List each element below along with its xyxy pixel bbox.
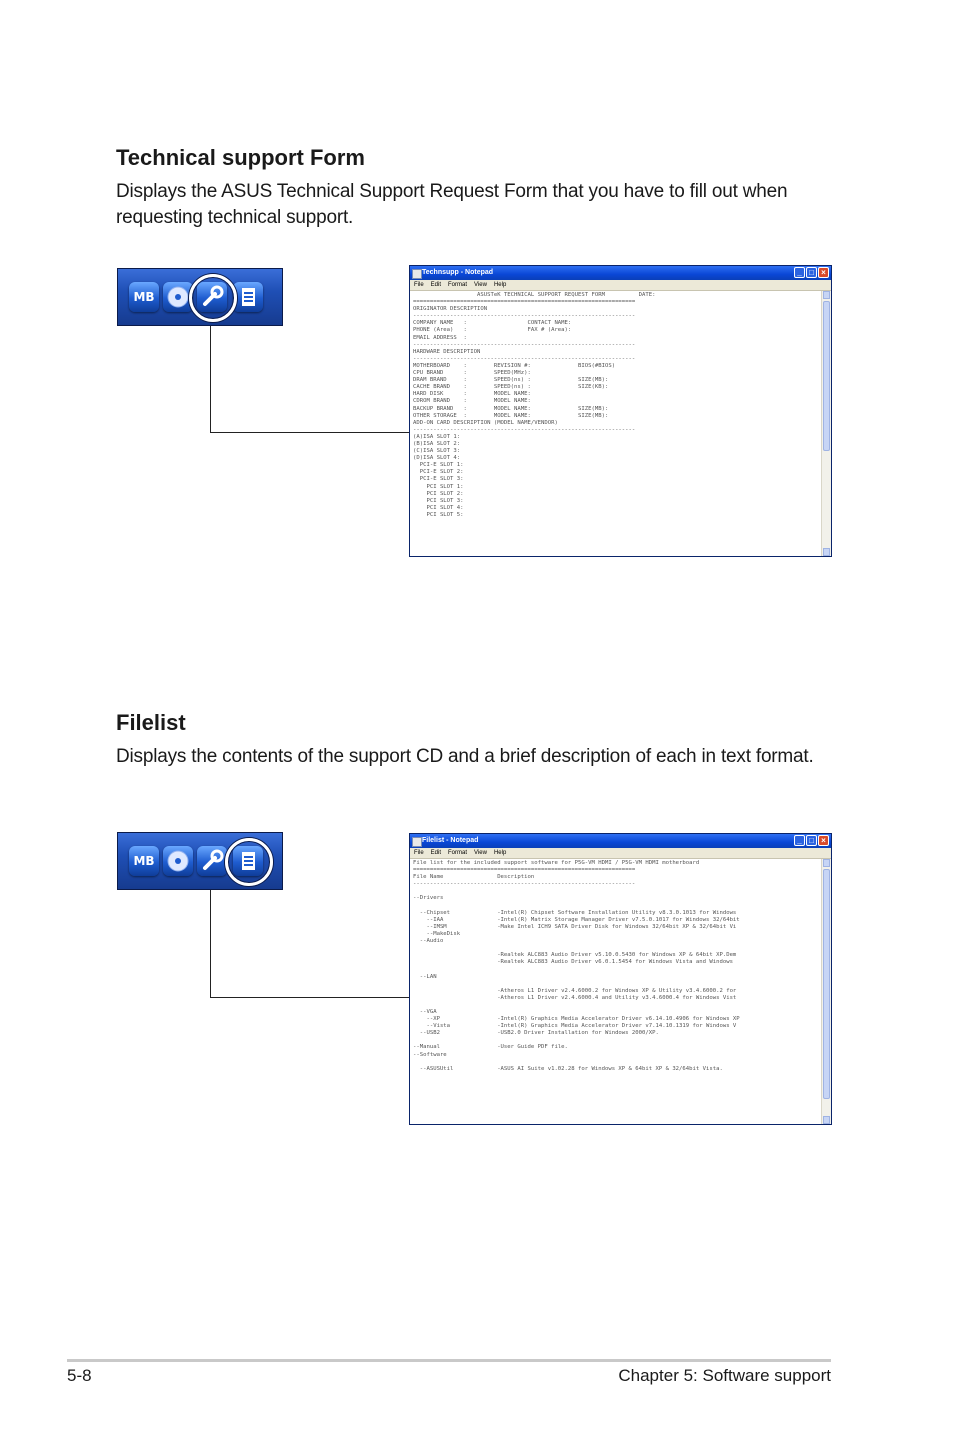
wrench-icon (197, 846, 227, 876)
scroll-thumb[interactable] (823, 301, 830, 451)
text-line: PCI SLOT 4: (413, 504, 464, 511)
text-line: PCI-E SLOT 1: (413, 462, 464, 469)
window-title: Technsupp - Notepad (422, 269, 494, 276)
maximize-button[interactable]: □ (806, 835, 817, 846)
text-line: File list for the included support software for P5G-VM HDMI / P5G-VM HDMI motherboard (413, 860, 700, 866)
notepad-icon (412, 837, 422, 847)
text-line: EMAIL ADDRESS : (413, 334, 467, 341)
text-line: CDROM BRAND : MODEL NAME: (413, 398, 531, 405)
text-line: ADD-ON CARD DESCRIPTION (MODEL NAME/VENDOR) (413, 419, 558, 426)
notepad-icon (412, 269, 422, 279)
text-line: -Atheros L1 Driver v2.4.6000.4 and Utility v3.4.6000.4 for Windows Vist (413, 994, 737, 1001)
text-line: --VGA (413, 1008, 437, 1015)
callout-line (210, 890, 410, 998)
text-line: BACKUP BRAND : MODEL NAME: SIZE(MB): (413, 405, 609, 412)
notepad-window-techsupp (409, 265, 832, 557)
text-line: ================================================================== (413, 299, 636, 306)
document-button[interactable] (233, 282, 263, 312)
document-icon (233, 282, 263, 312)
text-line: PCI SLOT 3: (413, 497, 464, 504)
scroll-down-arrow[interactable] (823, 548, 830, 556)
text-line: --XP -Intel(R) Graphics Media Accelerator Driver v6.14.10.4906 for Windows XP (413, 1016, 740, 1023)
text-line (413, 903, 819, 910)
text-line: File Name Description (413, 874, 535, 881)
close-button[interactable]: × (818, 835, 829, 846)
text-line: CPU BRAND : SPEED(MHz): (413, 370, 531, 377)
text-line: --IMSM -Make Intel ICH9 SATA Driver Disk for Windows 32/64bit XP & 32/64bit Vi (413, 923, 737, 930)
menu-file[interactable]: File (414, 850, 424, 856)
text-line: COMPANY NAME : CONTACT NAME: (413, 320, 572, 327)
maximize-button[interactable]: □ (806, 267, 817, 278)
section-heading-filelist: Filelist (116, 710, 186, 735)
menu-edit[interactable]: Edit (430, 282, 442, 288)
text-line: (A)ISA SLOT 1: (413, 433, 461, 440)
text-line: ASUSTeK TECHNICAL SUPPORT REQUEST FORM DATE: (413, 292, 656, 298)
text-line: --ASUSUtil -ASUS AI Suite v1.02.28 for Windows XP & 64bit XP & 32/64bit Vista. (413, 1065, 723, 1072)
window-title: Filelist - Notepad (422, 837, 479, 844)
callout-line (210, 326, 410, 433)
text-line: --Software (413, 1051, 447, 1058)
scroll-up-arrow[interactable] (823, 291, 830, 299)
mb-button[interactable] (129, 846, 159, 876)
text-line: (C)ISA SLOT 3: (413, 448, 461, 455)
text-line: -Realtek ALC883 Audio Driver v6.0.1.5454 for Windows Vista and Windows (413, 959, 733, 966)
text-line: PCI SLOT 2: (413, 490, 464, 497)
text-line: (B)ISA SLOT 2: (413, 440, 461, 447)
text-line: DRAM BRAND : SPEED(ns) : SIZE(MB): (413, 377, 609, 384)
menu-edit[interactable]: Edit (430, 850, 442, 856)
text-line: --USB2 -USB2.0 Driver Installation for Windows 2000/XP. (413, 1030, 659, 1037)
text-line: --Audio (413, 938, 444, 945)
menu-help[interactable]: Help (493, 850, 507, 856)
menu-view[interactable]: View (474, 282, 487, 288)
section-description-filelist: Displays the contents of the support CD and a brief description of each in text format. (116, 746, 814, 767)
highlight-circle (189, 274, 237, 322)
text-line (413, 888, 819, 895)
close-button[interactable]: × (818, 267, 829, 278)
text-line (413, 1059, 819, 1066)
notepad-window-filelist (409, 833, 832, 1125)
text-line: -Realtek ALC883 Audio Driver v5.10.0.5430 for Windows XP & 64bit XP.Dem (413, 952, 737, 959)
text-line: OTHER STORAGE : MODEL NAME: SIZE(MB): (413, 412, 609, 419)
text-line: PCI-E SLOT 3: (413, 476, 464, 483)
highlight-circle (225, 838, 273, 886)
menu-format[interactable]: Format (448, 282, 468, 288)
footer-divider (67, 1359, 831, 1362)
text-line: --Vista -Intel(R) Graphics Media Accelerator Driver v7.14.10.1319 for Windows V (413, 1023, 737, 1030)
section-description-technical-support: Displays the ASUS Technical Support Request Form that you have to fill out when requesting technical support. (116, 181, 788, 228)
text-line: --LAN (413, 973, 437, 980)
text-line: PCI SLOT 1: (413, 483, 464, 490)
text-line: ------------------------------------------------------------------ (413, 426, 636, 433)
page-number: 5-8 (67, 1366, 92, 1385)
text-line: --IAA -Intel(R) Matrix Storage Manager Driver v7.5.0.1017 for Windows 32/64bit (413, 916, 740, 923)
chapter-title: Chapter 5: Software support (618, 1366, 831, 1385)
mb-label: MB (133, 290, 155, 304)
menu-bar (410, 848, 831, 859)
text-line: (D)ISA SLOT 4: (413, 455, 461, 462)
text-line: --Manual -User Guide PDF file. (413, 1044, 568, 1051)
cd-button[interactable] (163, 846, 193, 876)
text-line: --MakeDisk (413, 930, 461, 937)
vertical-scrollbar[interactable] (821, 291, 831, 556)
text-line: --Chipset -Intel(R) Chipset Software Installation Utility v8.3.0.1013 for Windows (413, 909, 737, 916)
text-line: ------------------------------------------------------------------ (413, 355, 636, 362)
text-line: ------------------------------------------------------------------ (413, 341, 636, 348)
text-line: ------------------------------------------------------------------ (413, 313, 636, 320)
vertical-scrollbar[interactable] (821, 859, 831, 1124)
text-line (413, 981, 819, 988)
section-heading-technical-support: Technical support Form (116, 145, 365, 170)
scroll-down-arrow[interactable] (823, 1116, 830, 1124)
text-line: PCI SLOT 5: (413, 511, 464, 518)
text-line: MOTHERBOARD : REVISION #: BIOS(#BIOS) (413, 362, 616, 369)
text-line: HARDWARE DESCRIPTION (413, 348, 481, 355)
text-line (413, 1002, 819, 1009)
text-line: HARD DISK : MODEL NAME: (413, 391, 531, 398)
scroll-thumb[interactable] (823, 869, 830, 1099)
menu-help[interactable]: Help (493, 282, 507, 288)
text-lines (413, 292, 819, 519)
wrench-button[interactable] (197, 846, 227, 876)
minimize-button[interactable]: _ (794, 267, 805, 278)
text-line (413, 1037, 819, 1044)
text-lines (413, 860, 819, 1073)
text-line (413, 945, 819, 952)
minimize-button[interactable]: _ (794, 835, 805, 846)
text-line: ORIGINATOR DESCRIPTION (413, 306, 488, 313)
cd-icon (163, 846, 193, 876)
text-line: -Atheros L1 Driver v2.4.6000.2 for Windows XP & Utility v3.4.6000.2 for (413, 987, 737, 994)
mb-button[interactable] (129, 282, 159, 312)
text-area[interactable] (410, 859, 831, 1124)
menu-view[interactable]: View (474, 850, 487, 856)
text-line (413, 966, 819, 973)
text-line: CACHE BRAND : SPEED(ns) : SIZE(KB): (413, 384, 609, 391)
window-titlebar (410, 266, 831, 280)
text-line: PCI-E SLOT 2: (413, 469, 464, 476)
scroll-up-arrow[interactable] (823, 859, 830, 867)
text-area[interactable] (410, 291, 831, 556)
text-line: PHONE (Area) : FAX # (Area): (413, 327, 572, 334)
text-line: --Drivers (413, 895, 444, 902)
window-titlebar (410, 834, 831, 848)
menu-format[interactable]: Format (448, 850, 468, 856)
menu-bar (410, 280, 831, 291)
text-line: ------------------------------------------------------------------ (413, 881, 636, 888)
mb-label: MB (133, 854, 155, 868)
text-line: ================================================================== (413, 867, 636, 874)
menu-file[interactable]: File (414, 282, 424, 288)
